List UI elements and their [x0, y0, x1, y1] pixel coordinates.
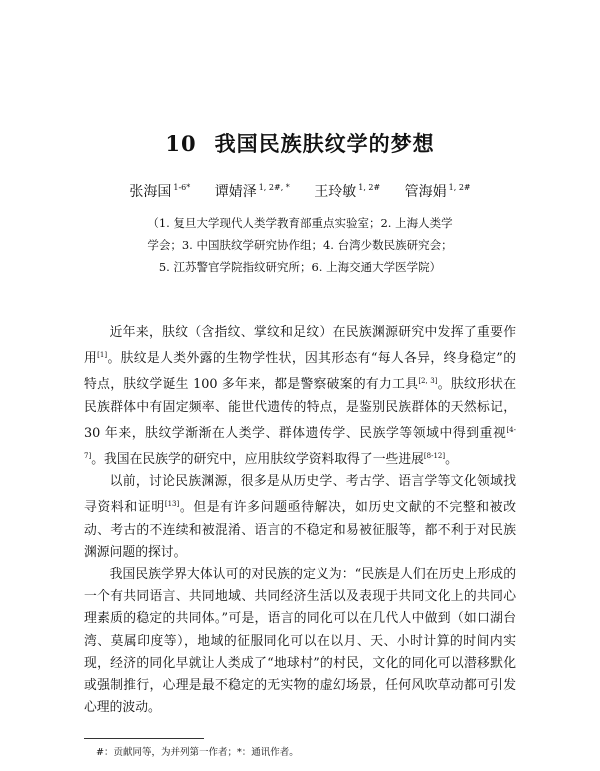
chapter-title-text: 我国民族肤纹学的梦想 — [214, 131, 435, 156]
citation: [13] — [164, 500, 180, 509]
citation: [2, 3] — [418, 377, 438, 386]
paragraph: 以前，讨论民族渊源，很多是从历史学、考古学、语言学等文化领域找寻资料和证明[13]。但是有许多问题亟待解决，如历史文献的不完整和被改动、考古的不连续和被混淆、语言的不稳定和易被征服等，都不利于对民族渊源问题的探讨。 — [84, 474, 517, 560]
author: 张海国 $^{1-6*}$ — [129, 183, 191, 200]
paragraph: 我国民族学界大体认可的对民族的定义为：“民族是人们在历史上形成的一个有共同语言、共同地域、共同经济生活以及表现于共同文化上的共同心理素质的稳定的共同体。”可是，语言的同化可以在几代人中做到（如口湖台湾、莫属印度等），地域的征服同化可以在以月、天、小时计算的时间内实现，经济的同化早就让人类成了“地球村”的村民，文化的同化可以潜移默化或强制推行，心理是最不稳定的无实物的虚幻场景，任何风吹草动都可引发心理的波动。 — [84, 567, 516, 716]
affiliation-line: 学会；3. 中国肤纹学研究协作组；4. 台湾少数民族研究会； — [147, 238, 453, 252]
author-list — [0, 181, 600, 201]
citation: [8-12] — [423, 452, 446, 461]
body-text — [84, 322, 516, 719]
paragraph: 近年来，肤纹（含指纹、掌纹和足纹）在民族渊源研究中发挥了重要作用[1]。肤纹是人类外露的生物学性状，因其形态有“每人各异，终身稳定”的特点，肤纹学诞生 100 多年来，都是警察破案的有力工具[2, 3]。肤纹形状在民族群体中有固定频率、能世代遗传的特点，是鉴别民族群体的天然标记，30 年来，肤纹学渐渐在人类学、群体遗传学、民族学等领域中得到重视[4-7]。我国在民族学的研究中，应用肤纹学资料取得了一些进展[8-12]。 — [84, 325, 516, 468]
footnote: #：贡献同等，为并列第一作者；*：通讯作者。 — [96, 747, 299, 758]
author: 谭婧泽 $^{1, 2\#, *}$ — [214, 183, 290, 200]
chapter-number: 10 — [165, 131, 197, 156]
affiliation-line: 5. 江苏警官学院指纹研究所；6. 上海交通大学医学院） — [158, 260, 442, 274]
affiliations — [112, 212, 488, 278]
chapter-title — [0, 128, 600, 158]
citation: [4-7] — [84, 425, 516, 461]
footnote-divider — [84, 738, 204, 739]
citation: [1] — [97, 351, 108, 360]
affiliation-line: （1. 复旦大学现代人类学教育部重点实验室；2. 上海人类学 — [147, 216, 453, 230]
author: 王玲敏 $^{1, 2\#}$ — [314, 183, 381, 200]
author: 管海娟 $^{1, 2\#}$ — [404, 183, 471, 200]
